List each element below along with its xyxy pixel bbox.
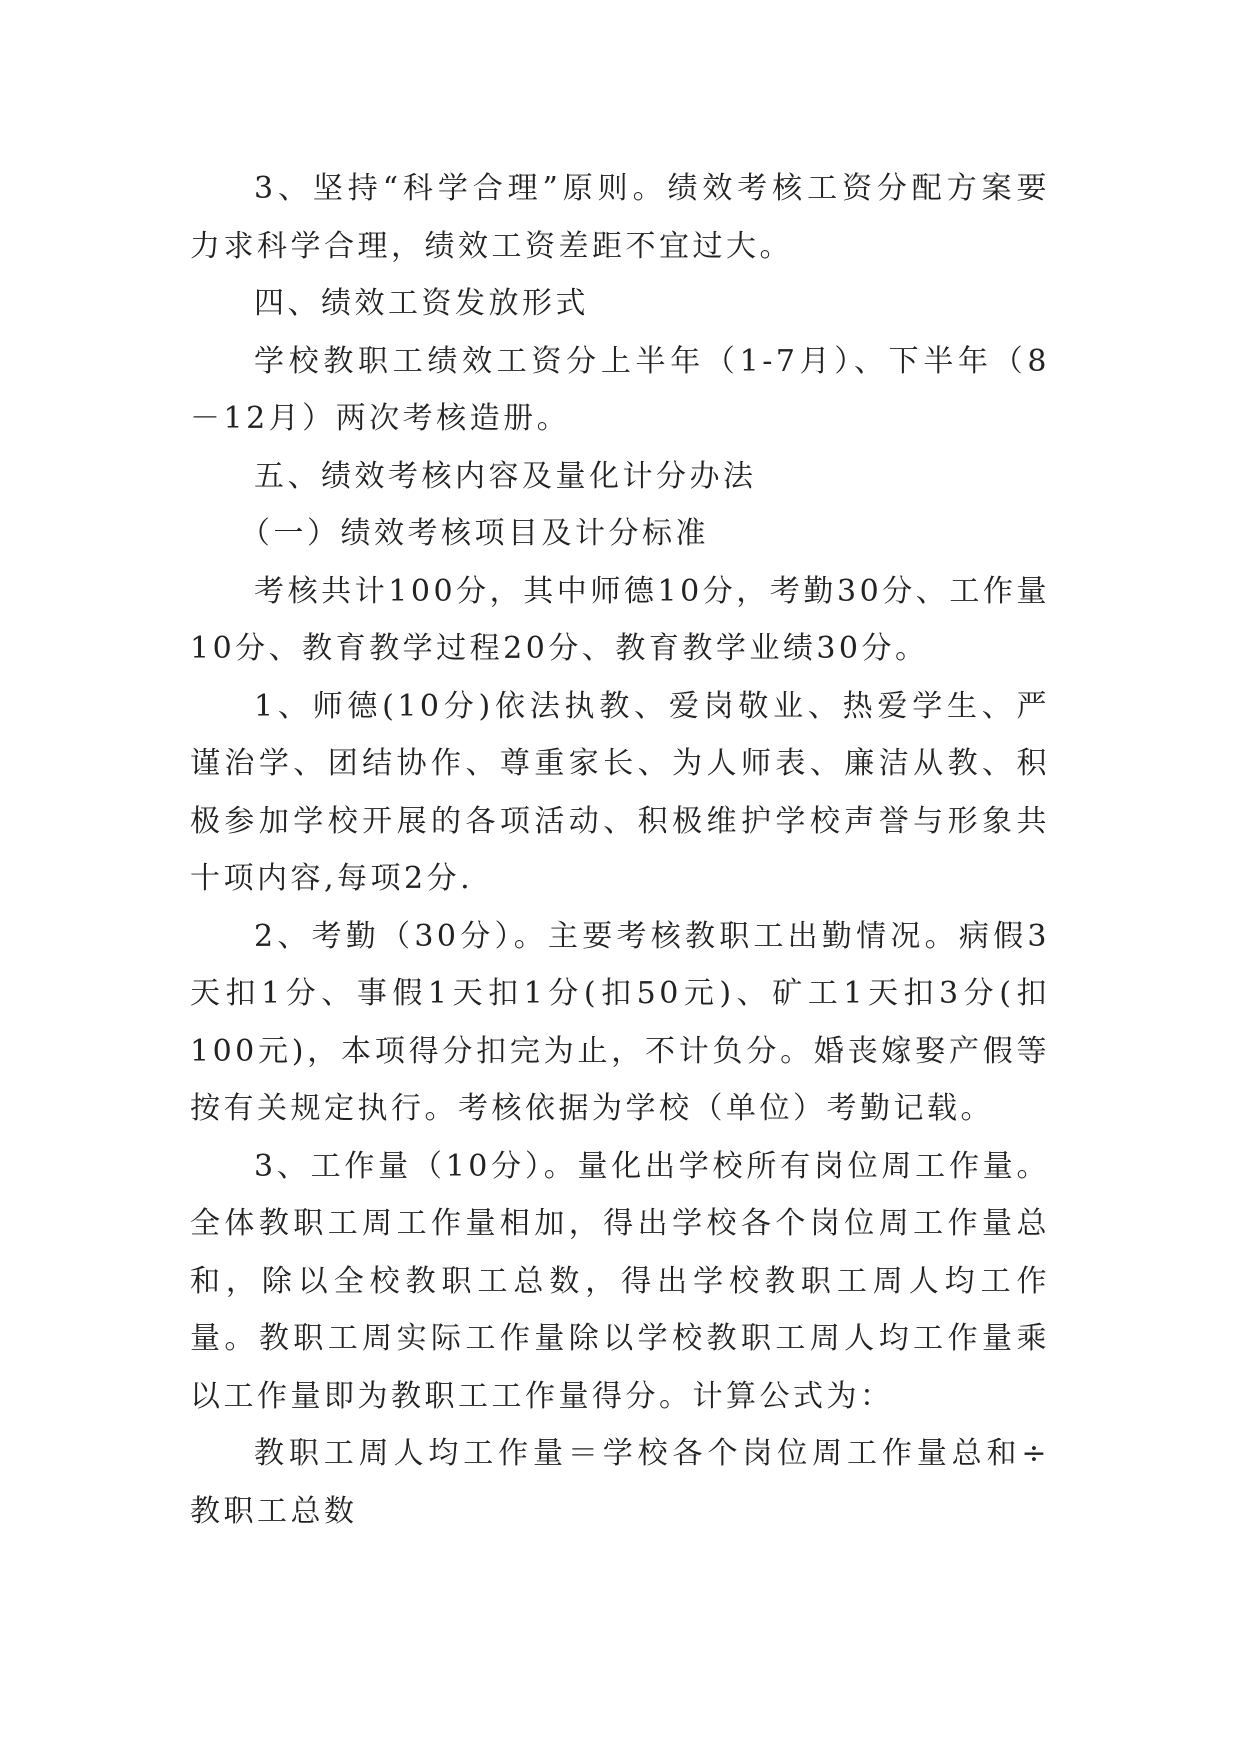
- document-body: [190, 160, 1050, 1540]
- paragraph-attendance: 2、考勤（30分）。主要考核教职工出勤情况。病假3天扣1分、事假1天扣1分(扣50元)、矿工1天扣3分(扣100元)，本项得分扣完为止，不计负分。婚丧嫁娶产假等按有关规定执行。考核依据为学校（单位）考勤记载。: [190, 918, 1050, 1126]
- paragraph-workload: 3、工作量（10分）。量化出学校所有岗位周工作量。全体教职工周工作量相加，得出学校各个岗位周工作量总和，除以全校教职工总数，得出学校教职工周人均工作量。教职工周实际工作量除以学校教职工周人均工作量乘以工作量即为教职工工作量得分。计算公式为：: [190, 1148, 1050, 1414]
- paragraph-score-total: 考核共计100分，其中师德10分，考勤30分、工作量10分、教育教学过程20分、教育教学业绩30分。: [190, 573, 1050, 666]
- paragraph-payment-form: 学校教职工绩效工资分上半年（1-7月）、下半年（8－12月）两次考核造册。: [190, 343, 1050, 436]
- section-heading-4: 四、绩效工资发放形式: [254, 286, 589, 321]
- paragraph-ethics: 1、师德(10分)依法执教、爱岗敬业、热爱学生、严谨治学、团结协作、尊重家长、为人师表、廉洁从教、积极参加学校开展的各项活动、积极维护学校声誉与形象共十项内容,每项2分.: [190, 688, 1050, 896]
- paragraph-formula: 教职工周人均工作量＝学校各个岗位周工作量总和÷教职工总数: [190, 1436, 1050, 1529]
- section-heading-5: 五、绩效考核内容及量化计分办法: [254, 458, 757, 494]
- paragraph-principle-3: 3、坚持“科学合理”原则。绩效考核工资分配方案要力求科学合理，绩效工资差距不宜过大。: [190, 171, 1050, 264]
- subsection-heading-1: （一）绩效考核项目及计分标准: [240, 516, 709, 551]
